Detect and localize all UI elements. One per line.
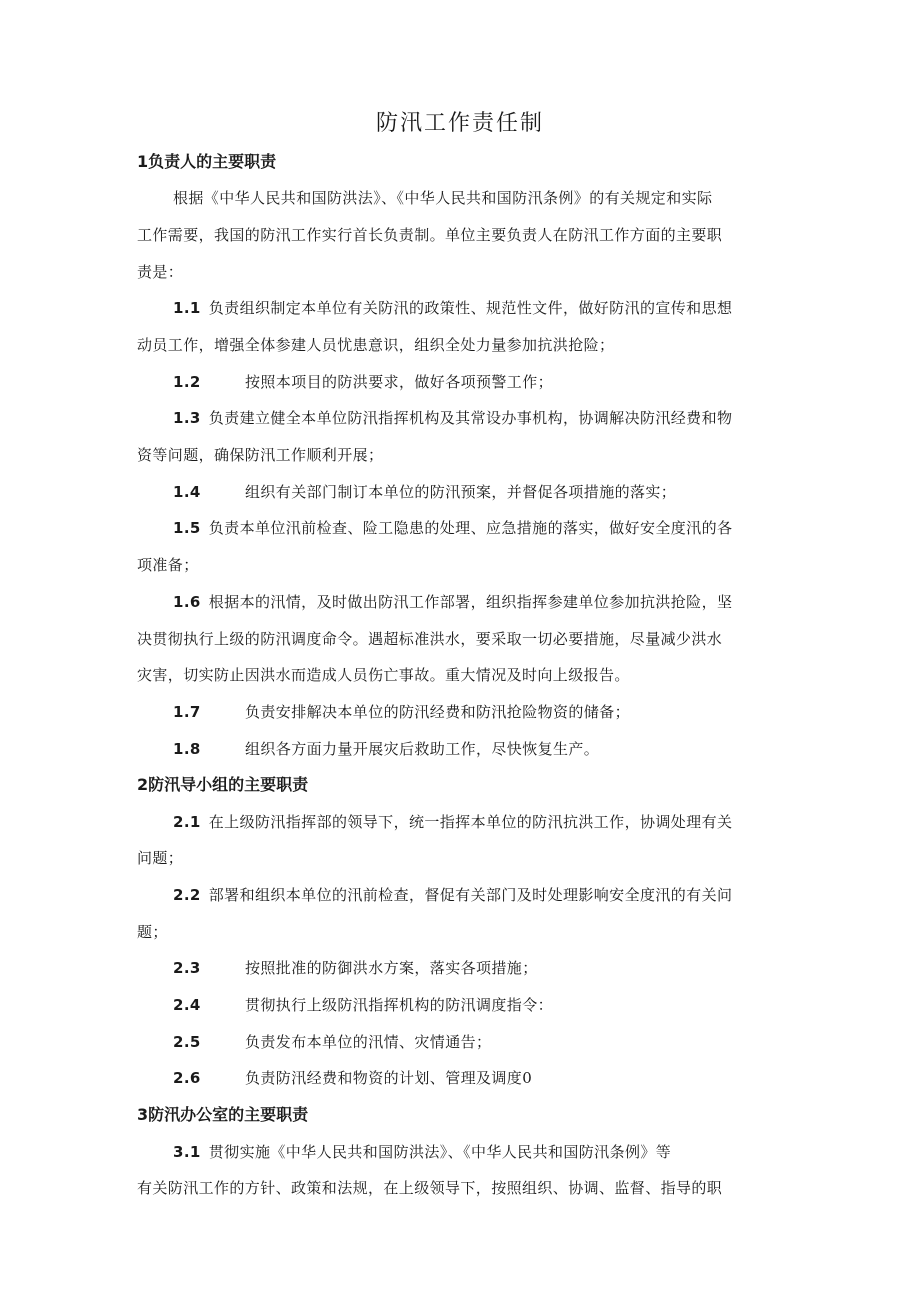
item-continuation: 题； <box>137 923 168 941</box>
item-number: 2.5 <box>173 1033 201 1051</box>
item-number: 3.1 <box>173 1143 201 1161</box>
item-continuation: 灾害，切实防止因洪水而造成人员伤亡事故。重大情况及时向上级报告。 <box>137 666 630 684</box>
item-number: 1.1 <box>173 299 201 317</box>
item-continuation: 有关防汛工作的方针、政策和法规，在上级领导下，按照组织、协调、监督、指导的职 <box>137 1179 723 1197</box>
item-number: 1.6 <box>173 593 201 611</box>
list-item <box>173 1066 532 1090</box>
item-number: 2.1 <box>173 813 201 831</box>
section-heading-2: 2防汛导小组的主要职责 <box>137 775 309 794</box>
item-number: 2.2 <box>173 886 201 904</box>
list-item <box>173 700 630 724</box>
item-text: 根据本的汛情，及时做出防汛工作部署，组织指挥参建单位参加抗洪抢险，坚 <box>208 593 733 611</box>
section-1-intro-line: 责是： <box>137 263 184 281</box>
list-item <box>173 590 732 614</box>
item-text: 组织有关部门制订本单位的防汛预案，并督促各项措施的落实； <box>245 483 677 501</box>
item-number: 1.3 <box>173 409 201 427</box>
item-text: 负责发布本单位的汛情、灾情通告； <box>245 1033 492 1051</box>
item-continuation: 问题； <box>137 849 184 867</box>
item-text: 贯彻实施《中华人民共和国防洪法》、《中华人民共和国防汛条例》等 <box>208 1143 672 1161</box>
item-number: 1.8 <box>173 740 201 758</box>
list-item <box>173 516 732 540</box>
document-title: 防汛工作责任制 <box>375 111 544 136</box>
item-text: 贯彻执行上级防汛指挥机构的防汛调度指令： <box>245 996 554 1014</box>
item-number: 2.6 <box>173 1069 201 1087</box>
item-number: 2.3 <box>173 959 201 977</box>
list-item <box>173 1030 491 1054</box>
item-continuation: 动员工作，增强全体参建人员忧患意识，组织全处力量参加抗洪抢险； <box>137 336 615 354</box>
item-text: 按照本项目的防洪要求，做好各项预警工作； <box>245 373 554 391</box>
item-text: 按照批准的防御洪水方案，落实各项措施； <box>245 959 538 977</box>
list-item <box>173 1140 671 1164</box>
item-number: 1.7 <box>173 703 201 721</box>
list-item <box>173 993 553 1017</box>
item-text: 负责建立健全本单位防汛指挥机构及其常设办事机构，协调解决防汛经费和物 <box>208 409 733 427</box>
list-item <box>173 480 676 504</box>
list-item <box>173 737 599 761</box>
item-text: 在上级防汛指挥部的领导下，统一指挥本单位的防汛抗洪工作，协调处理有关 <box>208 813 733 831</box>
item-text: 组织各方面力量开展灾后救助工作，尽快恢复生产。 <box>245 740 600 758</box>
item-continuation: 资等问题，确保防汛工作顺利开展； <box>137 446 384 464</box>
section-heading-3: 3防汛办公室的主要职责 <box>137 1105 309 1124</box>
section-1-intro-line: 根据《中华人民共和国防洪法》、《中华人民共和国防汛条例》的有关规定和实际 <box>173 189 713 207</box>
item-number: 2.4 <box>173 996 201 1014</box>
item-continuation: 项准备； <box>137 556 199 574</box>
item-number: 1.4 <box>173 483 201 501</box>
list-item <box>173 810 732 834</box>
item-number: 1.2 <box>173 373 201 391</box>
item-text: 负责本单位汛前检查、险工隐患的处理、应急措施的落实，做好安全度汛的各 <box>208 519 733 537</box>
list-item <box>173 370 553 394</box>
item-text: 部署和组织本单位的汛前检查，督促有关部门及时处理影响安全度汛的有关问 <box>208 886 733 904</box>
section-heading-1: 1负责人的主要职责 <box>137 152 277 171</box>
section-1-intro-line: 工作需要，我国的防汛工作实行首长负责制。单位主要负责人在防汛工作方面的主要职 <box>137 226 723 244</box>
list-item <box>173 406 732 430</box>
item-text: 负责组织制定本单位有关防汛的政策性、规范性文件，做好防汛的宣传和思想 <box>208 299 733 317</box>
item-text: 负责防汛经费和物资的计划、管理及调度0 <box>245 1069 533 1087</box>
list-item <box>173 883 732 907</box>
list-item <box>173 296 732 320</box>
list-item <box>173 956 538 980</box>
item-continuation: 决贯彻执行上级的防汛调度命令。遇超标准洪水，要采取一切必要措施，尽量减少洪水 <box>137 630 723 648</box>
item-text: 负责安排解决本单位的防汛经费和防汛抢险物资的储备； <box>245 703 631 721</box>
item-number: 1.5 <box>173 519 201 537</box>
